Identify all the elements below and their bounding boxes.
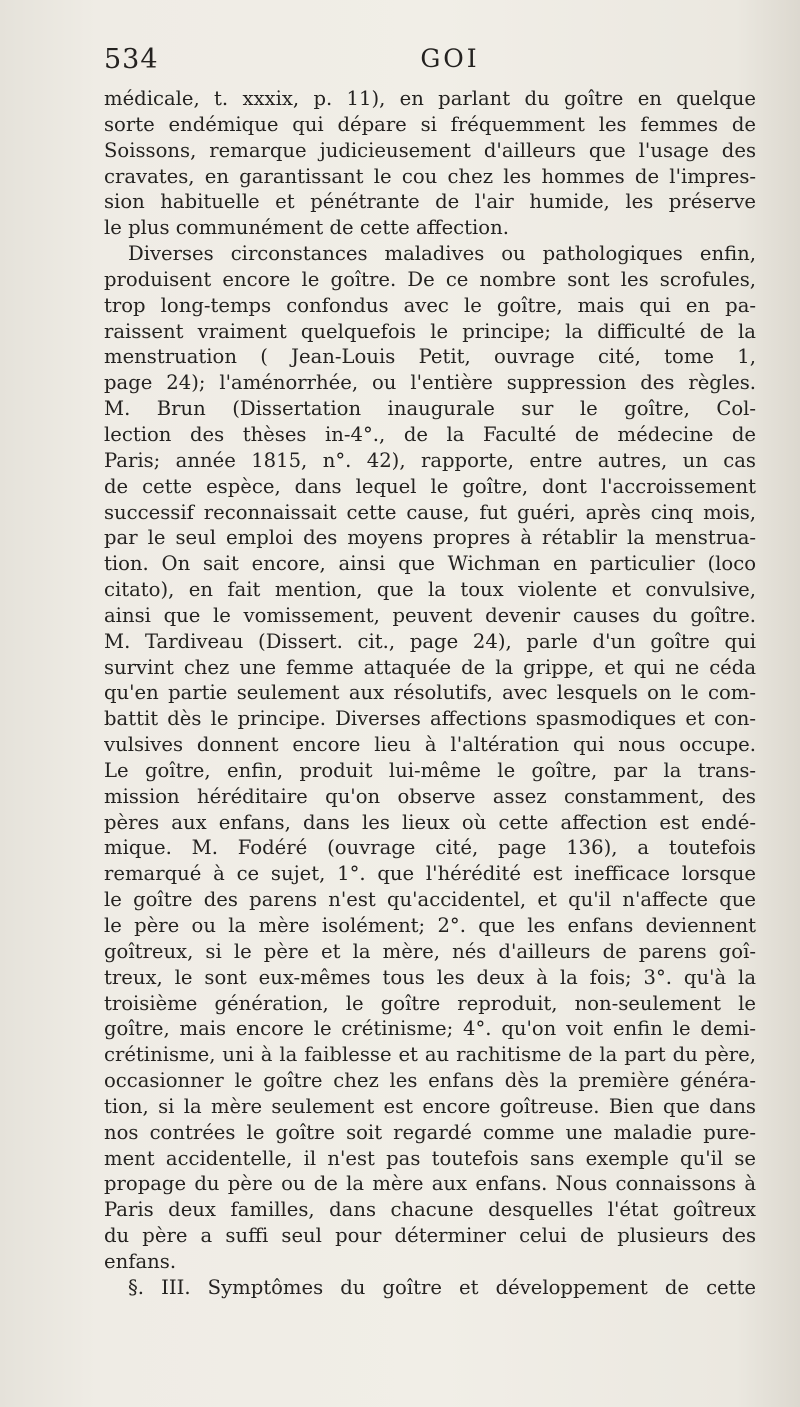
text-line: cravates, en garantissant le cou chez les hommes de l'impres- <box>104 164 756 188</box>
text-line: ment accidentelle, il n'est pas toutefois sans exemple qu'il se <box>104 1146 756 1170</box>
text-line: sion habituelle et pénétrante de l'air humide, les préserve <box>104 190 756 214</box>
text-line: ainsi que le vomissement, peuvent devenir causes du goître. <box>104 603 756 627</box>
text-line: raissent vraiment quelquefois le principe; la difficulté de la <box>104 319 756 343</box>
running-head <box>104 44 756 80</box>
body-text <box>104 86 756 1301</box>
text-line: enfans. <box>104 1249 177 1273</box>
text-line: médicale, t. xxxix, p. 11), en parlant du goître en quelque <box>104 87 756 110</box>
text-line: successif reconnaissait cette cause, fut guéri, après cinq mois, <box>104 500 756 524</box>
text-line: trop long-temps confondus avec le goître, mais qui en pa- <box>104 293 756 317</box>
text-line: treux, le sont eux-mêmes tous les deux à la fois; 3°. qu'à la <box>104 965 756 989</box>
text-line: troisième génération, le goître reproduit, non-seulement le <box>104 991 756 1015</box>
section-heading: §. III. Symptômes du goître et développement de cette <box>128 1275 756 1299</box>
text-line: remarqué à ce sujet, 1°. que l'hérédité est inefficace lorsque <box>104 862 756 886</box>
text-line: produisent encore le goître. De ce nombre sont les scrofules, <box>104 267 756 291</box>
text-line: Paris; année 1815, n°. 42), rapporte, entre autres, un cas <box>104 448 756 472</box>
text-line: M. Brun (Dissertation inaugurale sur le goître, Col- <box>104 397 756 421</box>
text-line: de cette espèce, dans lequel le goître, dont l'accroissement <box>104 474 756 498</box>
text-line: Le goître, enfin, produit lui-même le goître, par la trans- <box>104 758 756 782</box>
page-number: 534 <box>104 44 159 75</box>
text-line: du père a suffi seul pour déterminer celui de plusieurs des <box>104 1224 756 1248</box>
text-line: survint chez une femme attaquée de la grippe, et qui ne céda <box>104 655 756 679</box>
text-line: mique. M. Fodéré (ouvrage cité, page 136), a toutefois <box>104 836 756 860</box>
text-line: tion, si la mère seulement est encore goîtreuse. Bien que dans <box>104 1094 756 1118</box>
text-line: tion. On sait encore, ainsi que Wichman en particulier (loco <box>104 552 756 576</box>
text-line: Paris deux familles, dans chacune desquelles l'état goîtreux <box>104 1198 756 1222</box>
text-line: nos contrées le goître soit regardé comme une maladie pure- <box>104 1120 756 1144</box>
text-line: menstruation ( Jean-Louis Petit, ouvrage cité, tome 1, <box>104 345 756 369</box>
running-title: GOI <box>420 44 480 73</box>
text-line: sorte endémique qui dépare si fréquemment les femmes de <box>104 112 756 136</box>
text-line: le goître des parens n'est qu'accidentel, et qu'il n'affecte que <box>104 888 756 912</box>
text-line: occasionner le goître chez les enfans dès la première généra- <box>104 1069 756 1093</box>
text-line: M. Tardiveau (Dissert. cit., page 24), parle d'un goître qui <box>104 629 756 653</box>
text-line: page 24); l'aménorrhée, ou l'entière suppression des règles. <box>104 371 756 395</box>
text-line: par le seul emploi des moyens propres à rétablir la menstrua- <box>104 526 756 550</box>
text-line: mission héréditaire qu'on observe assez constamment, des <box>104 784 756 808</box>
text-line: le plus communément de cette affection. <box>104 216 509 240</box>
text-line: le père ou la mère isolément; 2°. que les enfans deviennent <box>104 914 756 937</box>
text-line: crétinisme, uni à la faiblesse et au rachitisme de la part du père, <box>104 1043 756 1067</box>
text-line: vulsives donnent encore lieu à l'altération qui nous occupe. <box>104 733 756 757</box>
text-line: goîtreux, si le père et la mère, nés d'ailleurs de parens goî- <box>104 939 756 963</box>
text-line: goître, mais encore le crétinisme; 4°. qu'on voit enfin le demi- <box>104 1017 756 1041</box>
text-line: lection des thèses in-4°., de la Faculté de médecine de <box>104 422 756 446</box>
text-line: Diverses circonstances maladives ou pathologiques enfin, <box>128 242 756 266</box>
text-line: Soissons, remarque judicieusement d'ailleurs que l'usage des <box>104 138 756 162</box>
text-line: citato), en fait mention, que la toux violente et convulsive, <box>104 578 756 602</box>
text-line: battit dès le principe. Diverses affections spasmodiques et con- <box>104 707 756 731</box>
text-line: qu'en partie seulement aux résolutifs, avec lesquels on le com- <box>104 681 756 705</box>
text-line: propage du père ou de la mère aux enfans. Nous connaissons à <box>104 1172 756 1196</box>
text-line: pères aux enfans, dans les lieux où cette affection est endé- <box>104 810 756 834</box>
